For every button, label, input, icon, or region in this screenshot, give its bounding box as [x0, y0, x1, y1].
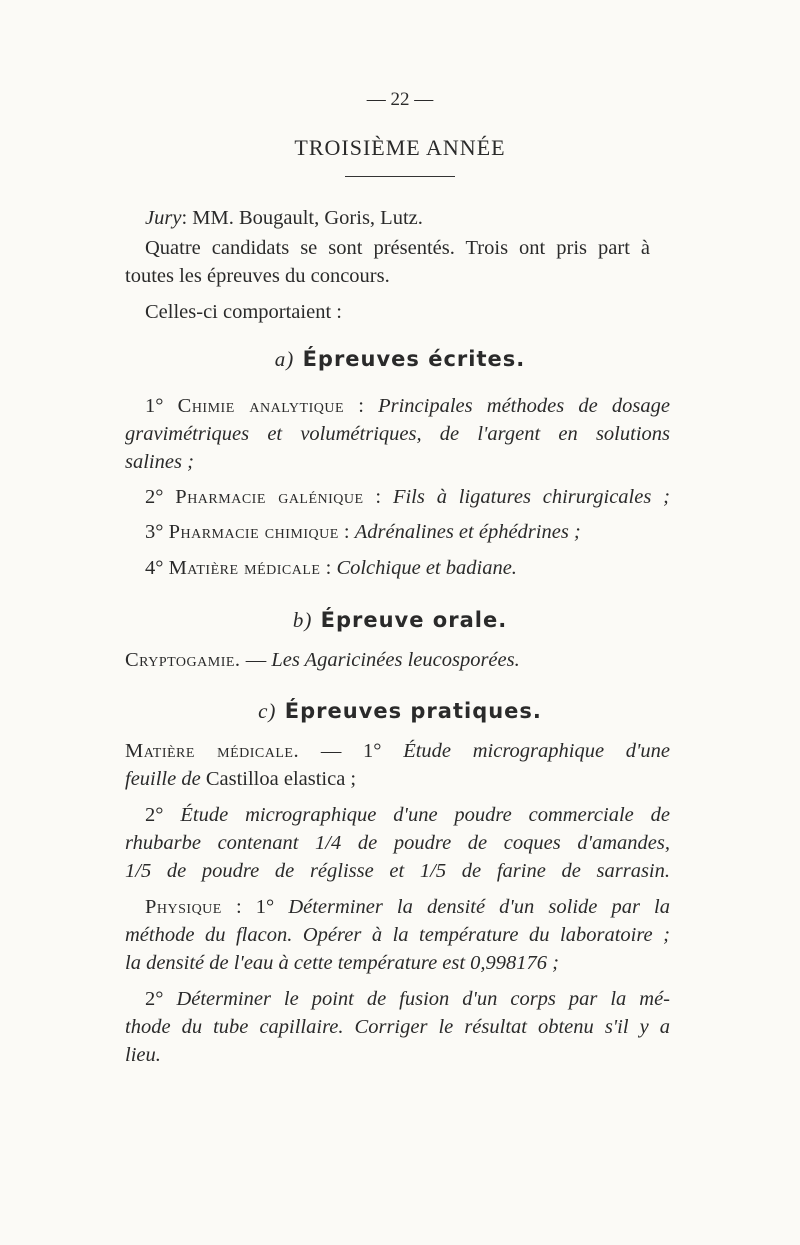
item-text: Étude micrographique d'une poudre commerciale de	[180, 804, 671, 826]
item-a3	[145, 518, 690, 546]
section-a-title: Épreuves écrites.	[302, 347, 526, 371]
item-number: 4°	[145, 557, 164, 579]
item-number: 1°	[255, 896, 275, 918]
section-a-heading	[0, 345, 800, 373]
page-number: — 22 —	[366, 89, 434, 110]
item-subject: Matière médicale.	[125, 740, 300, 762]
item-species: Castilloa elastica ;	[200, 768, 357, 790]
section-b-title: Épreuve orale.	[320, 608, 508, 632]
item-text: Déterminer la densité d'un solide par la	[288, 896, 671, 918]
item-number: 2°	[145, 804, 164, 826]
item-a2	[145, 483, 670, 511]
item-c-mm-line-1	[125, 737, 670, 765]
item-dash: —	[240, 649, 272, 671]
item-c-phys-line-1	[145, 893, 670, 921]
jury-members: : MM. Bougault, Goris, Lutz.	[181, 207, 423, 229]
item-c-mm2-line-2: rhubarbe contenant 1/4 de poudre de coques d'amandes,	[125, 832, 670, 854]
item-number: 1°	[145, 395, 164, 417]
item-colon: :	[320, 557, 337, 579]
section-a-label: a)	[274, 347, 295, 371]
section-b-label: b)	[292, 608, 313, 632]
item-a1-line-3: salines ;	[125, 451, 194, 473]
item-a1-line-2: gravimétriques et volumétriques, de l'argent en solutions	[125, 423, 670, 445]
item-number: 2°	[145, 486, 164, 508]
item-c-phys-line-2: méthode du flacon. Opérer à la température du laboratoire ;	[125, 924, 670, 946]
intro-line-2: toutes les épreuves du concours.	[125, 265, 390, 287]
item-number: 1°	[363, 740, 382, 762]
page-title: TROISIÈME ANNÉE	[294, 135, 506, 160]
item-number: 3°	[145, 521, 164, 543]
item-subject: Matière médicale	[168, 557, 321, 579]
item-text: Étude micrographique d'une	[403, 740, 671, 762]
item-a1-line-1	[145, 392, 670, 420]
item-colon: :	[363, 486, 393, 508]
item-text: Principales méthodes de dosage	[378, 395, 670, 417]
item-colon: :	[221, 896, 256, 918]
item-c-phys2-line-3: lieu.	[125, 1044, 161, 1066]
item-c-mm2-line-1	[145, 801, 670, 829]
item-c-mm-line-2	[125, 765, 670, 793]
item-subject: Pharmacie galénique	[175, 486, 364, 508]
item-c-phys2-line-2: thode du tube capillaire. Corriger le résultat obtenu s'il y a	[125, 1016, 670, 1038]
item-text: feuille de	[125, 768, 201, 790]
item-text: Fils à ligatures chirurgicales ;	[392, 486, 670, 508]
item-colon: :	[338, 521, 355, 543]
item-text: Adrénalines et éphédrines ;	[354, 521, 581, 543]
jury-label: Jury	[145, 207, 182, 229]
item-subject: Pharmacie chimique	[168, 521, 339, 543]
intro-line-1: Quatre candidats se sont présentés. Trois ont pris part à	[145, 237, 650, 259]
section-c-label: c)	[258, 699, 277, 723]
item-number: 2°	[145, 988, 164, 1010]
item-colon: :	[344, 395, 379, 417]
item-text: Déterminer le point de fusion d'un corps par la mé-	[176, 988, 671, 1010]
item-a4	[145, 554, 690, 582]
item-c-phys2-line-1	[145, 985, 670, 1013]
section-b-line	[125, 646, 670, 674]
item-dash: —	[299, 740, 364, 762]
section-c-title: Épreuves pratiques.	[284, 699, 542, 723]
item-text: Colchique et badiane.	[336, 557, 517, 579]
item-c-mm2-line-3: 1/5 de poudre de réglisse et 1/5 de farine de sarrasin.	[125, 860, 670, 882]
item-subject: Physique	[145, 896, 222, 918]
item-subject: Chimie analytique	[177, 395, 345, 417]
title-rule	[345, 176, 455, 177]
item-c-phys-line-3: la densité de l'eau à cette température est 0,998176 ;	[125, 952, 560, 974]
section-c-heading	[0, 697, 800, 725]
item-text: Les Agaricinées leucosporées.	[271, 649, 520, 671]
jury-line	[145, 204, 690, 232]
section-b-heading	[0, 606, 800, 634]
intro-line-3: Celles-ci comportaient :	[145, 301, 342, 323]
item-subject: Cryptogamie.	[125, 649, 241, 671]
